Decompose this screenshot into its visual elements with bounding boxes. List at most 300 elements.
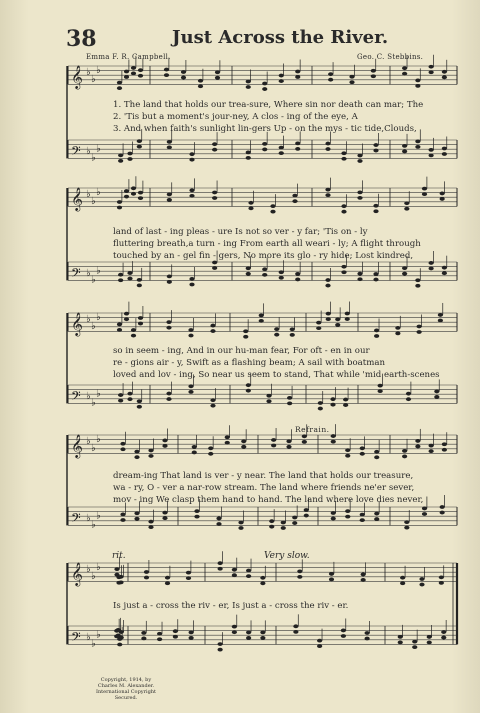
flat-icon: ♭ — [91, 519, 96, 531]
notehead — [286, 445, 291, 449]
notehead — [164, 73, 169, 77]
lyric-line: 2. 'Tis but a moment's jour-ney, A clos - ing of the eye, A — [113, 112, 358, 122]
notehead — [427, 641, 432, 645]
notehead — [279, 151, 284, 155]
notehead — [281, 526, 286, 530]
notehead — [124, 312, 129, 316]
flat-icon: ♭ — [91, 638, 96, 650]
notehead — [442, 152, 447, 156]
notehead — [119, 636, 124, 640]
notehead — [343, 398, 348, 402]
notehead — [434, 395, 439, 399]
notehead — [349, 80, 354, 84]
notehead — [117, 86, 122, 90]
treble-clef-icon: 𝄞 — [71, 311, 83, 336]
notehead — [118, 278, 123, 282]
rit-marking: rit. — [112, 551, 126, 561]
treble-clef-icon: 𝄞 — [71, 433, 83, 458]
notehead — [304, 508, 309, 512]
notehead — [404, 207, 409, 211]
notehead — [117, 322, 122, 326]
notehead — [406, 392, 411, 396]
bass-clef-icon: 𝄢 — [71, 388, 81, 407]
flat-icon: ♭ — [86, 390, 91, 402]
notehead — [134, 511, 139, 515]
notehead — [442, 70, 447, 74]
notehead — [422, 512, 427, 516]
notehead — [402, 150, 407, 154]
tempo-marking: Very slow. — [264, 551, 310, 561]
notehead — [357, 159, 362, 163]
notehead — [120, 518, 125, 522]
flat-icon: ♭ — [96, 433, 101, 445]
treble-clef-icon: 𝄞 — [71, 64, 83, 89]
notehead — [134, 455, 139, 459]
notehead — [138, 68, 143, 72]
notehead — [374, 334, 379, 338]
notehead — [166, 392, 171, 396]
notehead — [295, 70, 300, 74]
notehead — [259, 319, 264, 323]
lyric-line: mov - ing We clasp them hand to hand. The land where love dies never, — [113, 495, 424, 505]
hymn-number: 38 — [66, 26, 97, 52]
lyricist-credit: Emma F. R. Campbell. — [86, 53, 171, 61]
notehead — [118, 153, 123, 157]
notehead — [365, 631, 370, 635]
notehead — [361, 578, 366, 582]
notehead — [373, 143, 378, 147]
notehead — [243, 335, 248, 339]
lyric-line: fluttering breath,a turn - ing From earth all weari - ly; A flight through — [113, 239, 421, 249]
notehead — [148, 525, 153, 529]
notehead — [117, 200, 122, 204]
notehead — [212, 148, 217, 152]
notehead — [225, 435, 230, 439]
lyric-line: wa - ry, O - ver a nar-row stream. The land where friends ne'er sever, — [113, 483, 415, 493]
notehead — [438, 319, 443, 323]
notehead — [325, 188, 330, 192]
notehead — [167, 140, 172, 144]
flat-icon: ♭ — [91, 321, 96, 333]
notehead — [127, 392, 132, 396]
notehead — [117, 643, 122, 647]
notehead — [343, 403, 348, 407]
lyric-line: so in seem - ing, And in our hu-man fear, For oft - en in our — [113, 346, 370, 356]
notehead — [415, 439, 420, 443]
notehead — [262, 267, 267, 271]
flat-icon: ♭ — [86, 314, 91, 326]
flat-icon: ♭ — [86, 67, 91, 79]
notehead — [402, 455, 407, 459]
notehead — [292, 521, 297, 525]
notehead — [210, 404, 215, 408]
notehead — [120, 442, 125, 446]
notehead — [137, 399, 142, 403]
treble-clef-icon: 𝄞 — [71, 186, 83, 211]
notehead — [166, 326, 171, 330]
flat-icon: ♭ — [96, 186, 101, 198]
notehead — [141, 637, 146, 641]
notehead — [117, 328, 122, 332]
copyright-line: International Copyright Secured. — [95, 689, 157, 701]
notehead — [331, 517, 336, 521]
notehead — [259, 313, 264, 317]
notehead — [422, 192, 427, 196]
notehead — [138, 74, 143, 78]
notehead — [270, 210, 275, 214]
notehead — [439, 575, 444, 579]
notehead — [208, 446, 213, 450]
notehead — [215, 76, 220, 80]
notehead — [293, 630, 298, 634]
notehead — [212, 142, 217, 146]
notehead — [241, 439, 246, 443]
notehead — [167, 280, 172, 284]
notehead — [148, 454, 153, 458]
notehead — [167, 198, 172, 202]
notehead — [429, 148, 434, 152]
notehead — [274, 333, 279, 337]
notehead — [345, 312, 350, 316]
notehead — [189, 194, 194, 198]
notehead — [415, 284, 420, 288]
notehead — [246, 389, 251, 393]
notehead — [419, 583, 424, 587]
notehead — [186, 571, 191, 575]
hymn-title: Just Across the River. — [172, 27, 389, 48]
notehead — [360, 446, 365, 450]
notehead — [400, 576, 405, 580]
notehead — [279, 146, 284, 150]
notehead — [232, 568, 237, 572]
notehead — [262, 273, 267, 277]
notehead — [279, 74, 284, 78]
flat-icon: ♭ — [96, 311, 101, 323]
notehead — [246, 156, 251, 160]
bass-clef-icon: 𝄢 — [71, 143, 81, 162]
notehead — [131, 66, 136, 70]
notehead — [189, 277, 194, 281]
notehead — [210, 324, 215, 328]
refrain-marking: Refrain. — [295, 425, 330, 434]
notehead — [134, 450, 139, 454]
notehead — [415, 84, 420, 88]
notehead — [434, 390, 439, 394]
notehead — [127, 271, 132, 275]
lyric-line: land of last - ing pleas - ure Is not so ver - y far; 'Tis on - ly — [113, 227, 368, 237]
notehead — [260, 631, 265, 635]
notehead — [246, 272, 251, 276]
notehead — [262, 87, 267, 91]
notehead — [316, 326, 321, 330]
flat-icon: ♭ — [96, 388, 101, 400]
notehead — [124, 70, 129, 74]
notehead — [398, 641, 403, 645]
notehead — [189, 636, 194, 640]
notehead — [188, 384, 193, 388]
notehead — [260, 576, 265, 580]
notehead — [331, 511, 336, 515]
notehead — [210, 398, 215, 402]
notehead — [398, 635, 403, 639]
flat-icon: ♭ — [86, 631, 91, 643]
notehead — [137, 278, 142, 282]
flat-icon: ♭ — [96, 510, 101, 522]
notehead — [246, 80, 251, 84]
notehead — [188, 328, 193, 332]
notehead — [325, 284, 330, 288]
notehead — [266, 394, 271, 398]
notehead — [412, 645, 417, 649]
notehead — [341, 157, 346, 161]
notehead — [400, 581, 405, 585]
notehead — [438, 313, 443, 317]
copyright-line: Copyright, 1914, by — [100, 677, 152, 683]
notehead — [378, 384, 383, 388]
notehead — [341, 204, 346, 208]
notehead — [162, 516, 167, 520]
notehead — [325, 278, 330, 282]
notehead — [138, 316, 143, 320]
flat-icon: ♭ — [96, 143, 101, 155]
notehead — [317, 644, 322, 648]
notehead — [373, 209, 378, 213]
copyright-notice — [84, 677, 168, 701]
flat-icon: ♭ — [96, 629, 101, 641]
notehead — [441, 630, 446, 634]
notehead — [232, 573, 237, 577]
notehead — [165, 576, 170, 580]
flat-icon: ♭ — [86, 189, 91, 201]
notehead — [232, 625, 237, 629]
notehead — [118, 159, 123, 163]
notehead — [345, 317, 350, 321]
notehead — [395, 331, 400, 335]
notehead — [419, 577, 424, 581]
notehead — [415, 139, 420, 143]
notehead — [246, 85, 251, 89]
notehead — [406, 397, 411, 401]
notehead — [412, 640, 417, 644]
notehead — [189, 630, 194, 634]
notehead — [357, 196, 362, 200]
notehead — [270, 204, 275, 208]
notehead — [212, 266, 217, 270]
notehead — [246, 569, 251, 573]
notehead — [442, 266, 447, 270]
notehead — [295, 141, 300, 145]
notehead — [341, 629, 346, 633]
notehead — [134, 517, 139, 521]
notehead — [218, 567, 223, 571]
notehead — [295, 147, 300, 151]
notehead — [173, 629, 178, 633]
notehead — [335, 323, 340, 327]
notehead — [373, 149, 378, 153]
notehead — [374, 455, 379, 459]
notehead — [238, 526, 243, 530]
notehead — [281, 521, 286, 525]
notehead — [325, 193, 330, 197]
notehead — [404, 520, 409, 524]
notehead — [167, 192, 172, 196]
flat-icon: ♭ — [86, 564, 91, 576]
notehead — [415, 278, 420, 282]
notehead — [225, 441, 230, 445]
notehead — [117, 81, 122, 85]
notehead — [378, 389, 383, 393]
notehead — [287, 396, 292, 400]
flat-icon: ♭ — [91, 274, 96, 286]
notehead — [442, 271, 447, 275]
notehead — [262, 148, 267, 152]
notehead — [137, 139, 142, 143]
notehead — [357, 190, 362, 194]
notehead — [218, 648, 223, 652]
notehead — [290, 327, 295, 331]
notehead — [361, 573, 366, 577]
flat-icon: ♭ — [96, 265, 101, 277]
notehead — [131, 72, 136, 76]
notehead — [246, 150, 251, 154]
treble-clef-icon: 𝄞 — [71, 561, 83, 586]
notehead — [118, 575, 123, 579]
lyric-line: 3. And when faith's sunlight lin-gers Up - on the mys - tic tide,Clouds, — [113, 124, 417, 134]
notehead — [286, 439, 291, 443]
notehead — [118, 273, 123, 277]
notehead — [287, 401, 292, 405]
flat-icon: ♭ — [86, 436, 91, 448]
notehead — [373, 204, 378, 208]
notehead — [439, 581, 444, 585]
notehead — [198, 84, 203, 88]
notehead — [138, 191, 143, 195]
notehead — [326, 312, 331, 316]
notehead — [189, 158, 194, 162]
notehead — [415, 145, 420, 149]
notehead — [248, 201, 253, 205]
notehead — [124, 317, 129, 321]
notehead — [124, 195, 129, 199]
notehead — [246, 383, 251, 387]
notehead — [120, 513, 125, 517]
notehead — [181, 70, 186, 74]
notehead — [302, 440, 307, 444]
notehead — [345, 515, 350, 519]
notehead — [260, 636, 265, 640]
notehead — [360, 513, 365, 517]
notehead — [246, 636, 251, 640]
notehead — [329, 572, 334, 576]
notehead — [360, 518, 365, 522]
notehead — [341, 270, 346, 274]
notehead — [357, 154, 362, 158]
copyright-line: Charles M. Alexander. — [97, 683, 155, 689]
lyric-line: dream-ing That land is ver - y near. The land that holds our treasure, — [113, 471, 414, 481]
notehead — [341, 210, 346, 214]
notehead — [279, 270, 284, 274]
notehead — [162, 511, 167, 515]
notehead — [328, 78, 333, 82]
notehead — [290, 333, 295, 337]
notehead — [164, 68, 169, 72]
notehead — [248, 206, 253, 210]
notehead — [318, 407, 323, 411]
notehead — [144, 576, 149, 580]
notehead — [166, 397, 171, 401]
notehead — [131, 186, 136, 190]
flat-icon: ♭ — [91, 152, 96, 164]
notehead — [330, 403, 335, 407]
notehead — [162, 444, 167, 448]
notehead — [210, 329, 215, 333]
notehead — [138, 322, 143, 326]
notehead — [325, 147, 330, 151]
notehead — [374, 450, 379, 454]
notehead — [429, 65, 434, 69]
notehead — [316, 321, 321, 325]
notehead — [429, 154, 434, 158]
notehead — [326, 317, 331, 321]
notehead — [118, 399, 123, 403]
notehead — [415, 445, 420, 449]
bass-clef-icon: 𝄢 — [71, 629, 81, 648]
notehead — [173, 635, 178, 639]
notehead — [365, 637, 370, 641]
notehead — [144, 570, 149, 574]
notehead — [402, 66, 407, 70]
notehead — [374, 329, 379, 333]
notehead — [157, 632, 162, 636]
lyric-line: touched by an - gel fin - gers, No more its glo - ry hide; Lost kindred, — [113, 251, 414, 261]
flat-icon: ♭ — [96, 561, 101, 573]
notehead — [345, 448, 350, 452]
notehead — [427, 635, 432, 639]
notehead — [429, 449, 434, 453]
notehead — [442, 75, 447, 79]
notehead — [118, 580, 123, 584]
notehead — [186, 576, 191, 580]
notehead — [271, 438, 276, 442]
notehead — [138, 196, 143, 200]
notehead — [295, 272, 300, 276]
notehead — [119, 630, 124, 634]
flat-icon: ♭ — [91, 74, 96, 86]
notehead — [395, 326, 400, 330]
notehead — [208, 452, 213, 456]
notehead — [127, 397, 132, 401]
notehead — [148, 520, 153, 524]
notehead — [124, 75, 129, 79]
notehead — [216, 517, 221, 521]
notehead — [341, 634, 346, 638]
notehead — [295, 75, 300, 79]
notehead — [374, 512, 379, 516]
notehead — [318, 401, 323, 405]
notehead — [162, 439, 167, 443]
notehead — [127, 277, 132, 281]
notehead — [232, 630, 237, 634]
notehead — [357, 277, 362, 281]
notehead — [114, 567, 119, 571]
notehead — [295, 278, 300, 282]
notehead — [402, 144, 407, 148]
notehead — [440, 511, 445, 515]
notehead — [269, 519, 274, 523]
notehead — [262, 142, 267, 146]
notehead — [292, 199, 297, 203]
notehead — [297, 569, 302, 573]
